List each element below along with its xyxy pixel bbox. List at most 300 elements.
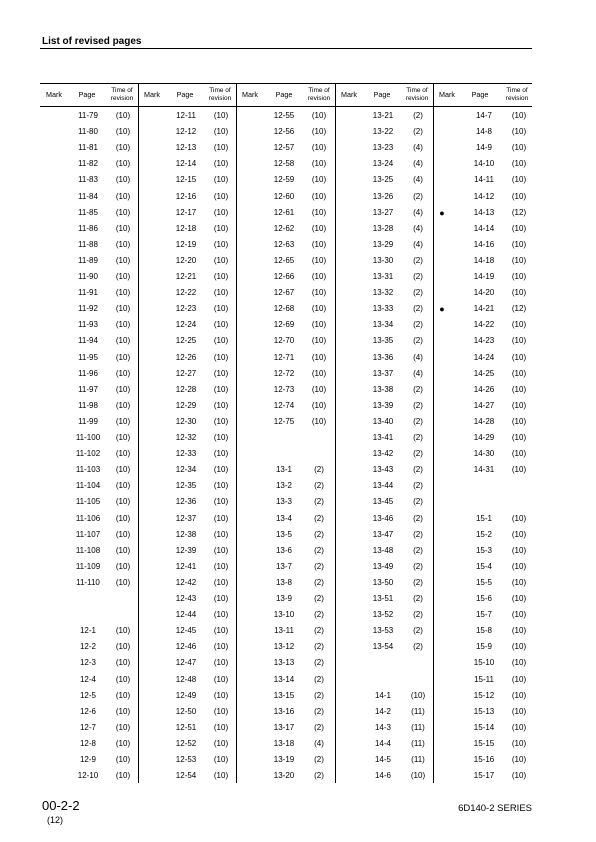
revision-cell: (10)	[115, 272, 131, 281]
page-cell: 12-17	[175, 207, 197, 217]
page-cell: 12-34	[175, 465, 197, 475]
page-cell: 15-10	[473, 658, 495, 668]
page-cell: 14-29	[473, 433, 495, 442]
table-row	[40, 270, 138, 284]
table-row	[40, 721, 138, 735]
page-cell: 12-66	[273, 272, 295, 281]
revision-cell: (2)	[413, 497, 423, 507]
page-cell: 12-28	[175, 384, 197, 394]
page-cell: 11-94	[78, 336, 98, 346]
revision-cell: (4)	[413, 223, 423, 233]
revision-cell: (10)	[115, 143, 131, 153]
column-divider	[433, 83, 434, 783]
page-cell: 13-23	[372, 143, 394, 153]
revision-cell: (10)	[511, 384, 527, 394]
page-cell: 11-93	[78, 320, 98, 330]
revision-cell: (10)	[213, 191, 229, 201]
revision-cell: (2)	[314, 626, 324, 636]
revision-cell: (10)	[511, 755, 527, 764]
table-row	[436, 705, 534, 719]
page-cell: 12-29	[175, 400, 197, 410]
table-row	[436, 624, 534, 638]
revision-cell: (10)	[311, 368, 327, 378]
revision-column-1	[40, 109, 138, 789]
table-row	[138, 463, 236, 477]
page-cell: 13-10	[273, 610, 295, 620]
page-cell: 13-24	[372, 159, 394, 169]
table-row	[236, 624, 334, 638]
revision-cell: (10)	[213, 690, 229, 700]
page-cell: 11-105	[75, 497, 101, 507]
revision-cell: (2)	[314, 561, 324, 571]
header-mark: Mark	[341, 89, 357, 99]
table-row	[436, 640, 534, 654]
table-row	[40, 351, 138, 365]
revision-cell: (10)	[213, 594, 229, 603]
revision-cell: (10)	[511, 400, 527, 410]
revision-cell: (11)	[411, 722, 425, 732]
revision-cell: (10)	[115, 223, 131, 233]
page-cell: 13-20	[273, 771, 295, 781]
revision-cell: (10)	[115, 255, 131, 265]
revision-cell: (2)	[413, 642, 423, 652]
revision-cell: (10)	[213, 706, 229, 716]
revision-cell: (10)	[213, 465, 229, 475]
page-cell: 11-104	[75, 481, 101, 491]
page-cell: 14-23	[473, 336, 495, 346]
table-row	[436, 238, 534, 252]
revision-cell: (10)	[213, 658, 229, 668]
revision-cell: (10)	[311, 239, 327, 249]
page-cell: 12-25	[175, 336, 197, 346]
table-row	[40, 656, 138, 670]
revision-cell: (10)	[115, 239, 131, 249]
table-row	[138, 560, 236, 574]
table-row	[436, 302, 534, 316]
page-cell: 13-16	[273, 706, 295, 716]
page-cell: 13-50	[372, 577, 394, 587]
header-mark: Mark	[46, 89, 62, 99]
table-row	[138, 721, 236, 735]
revision-cell: (12)	[511, 207, 527, 217]
page-cell: 13-28	[372, 223, 394, 233]
header-revision: Time of revision	[307, 87, 331, 102]
table-row	[436, 270, 534, 284]
page-cell: 13-44	[372, 481, 394, 491]
page-cell: 14-2	[374, 706, 391, 716]
page-cell: 14-19	[473, 272, 495, 281]
table-row	[40, 753, 138, 767]
revision-cell: (10)	[213, 320, 229, 330]
revision-cell: (10)	[511, 288, 527, 298]
page-cell: 11-102	[75, 449, 101, 459]
revision-cell: (2)	[413, 288, 423, 298]
table-row	[40, 431, 138, 445]
page-cell: 13-14	[273, 674, 295, 684]
revision-cell: (2)	[413, 577, 423, 587]
header-page: Page	[471, 89, 489, 99]
table-row	[335, 753, 433, 767]
revision-cell: (2)	[314, 529, 324, 539]
page-cell: 11-97	[78, 384, 98, 394]
revision-cell: (10)	[115, 577, 131, 587]
table-row	[236, 431, 334, 445]
page-cell: 13-34	[372, 320, 394, 330]
page-cell: 15-3	[475, 545, 492, 555]
table-row	[40, 222, 138, 236]
page-cell: 13-32	[372, 288, 394, 298]
page-cell: 13-19	[273, 755, 295, 764]
table-row	[138, 238, 236, 252]
page-cell: 12-75	[273, 416, 295, 426]
table-row	[40, 447, 138, 461]
page-cell: 11-99	[78, 416, 98, 426]
page-cell: 11-96	[78, 368, 98, 378]
table-row	[436, 173, 534, 187]
revision-cell: (10)	[213, 143, 229, 153]
page-cell: 13-37	[372, 368, 394, 378]
table-row	[236, 544, 334, 558]
page-cell: 14-22	[473, 320, 495, 330]
revision-cell: (10)	[115, 288, 131, 298]
table-row	[335, 495, 433, 509]
page-cell: 12-74	[273, 400, 295, 410]
table-row	[236, 286, 334, 300]
revision-cell: (2)	[413, 416, 423, 426]
revision-cell: (10)	[410, 771, 426, 781]
revision-cell: (10)	[115, 465, 131, 475]
page-cell: 12-14	[175, 159, 197, 169]
revision-cell: (11)	[411, 755, 425, 764]
table-row	[236, 415, 334, 429]
revision-cell: (10)	[213, 674, 229, 684]
revision-cell: (10)	[511, 642, 527, 652]
revision-cell: (10)	[511, 706, 527, 716]
table-row	[138, 447, 236, 461]
table-row	[138, 656, 236, 670]
table-row	[236, 608, 334, 622]
page-cell: 13-41	[372, 433, 394, 442]
page-cell: 12-50	[175, 706, 197, 716]
page-title: List of revised pages	[42, 36, 142, 47]
table-row	[40, 495, 138, 509]
table-row	[138, 302, 236, 316]
page-cell: 14-9	[475, 143, 492, 153]
revision-cell: (10)	[511, 690, 527, 700]
table-row	[40, 367, 138, 381]
page-cell: 15-16	[473, 755, 495, 764]
page-cell: 13-2	[275, 481, 292, 491]
table-row	[40, 624, 138, 638]
revision-cell: (10)	[511, 626, 527, 636]
revision-cell: (10)	[511, 529, 527, 539]
table-row	[236, 190, 334, 204]
revision-cell: (10)	[213, 223, 229, 233]
page-cell: 12-68	[273, 304, 295, 314]
table-row	[40, 689, 138, 703]
table-row	[40, 544, 138, 558]
revision-cell: (2)	[413, 191, 423, 201]
revision-cell: (2)	[413, 336, 423, 346]
revision-cell: (10)	[115, 658, 131, 668]
revision-cell: (4)	[413, 207, 423, 217]
revision-cell: (10)	[511, 674, 527, 684]
revision-cell: (10)	[213, 449, 229, 459]
table-row	[335, 415, 433, 429]
table-row	[236, 334, 334, 348]
table-row	[436, 141, 534, 155]
page-cell: 12-46	[175, 642, 197, 652]
page-cell: 15-15	[473, 738, 495, 748]
revision-cell: (10)	[511, 239, 527, 249]
table-row	[138, 157, 236, 171]
table-row	[138, 689, 236, 703]
page-cell: 13-29	[372, 239, 394, 249]
page-cell: 12-52	[175, 738, 197, 748]
revision-cell: (2)	[314, 755, 324, 764]
page-cell: 11-79	[78, 111, 98, 120]
header-page: Page	[176, 89, 194, 99]
revision-cell: (10)	[213, 127, 229, 137]
revision-cell: (10)	[511, 127, 527, 137]
table-row	[138, 254, 236, 268]
table-row	[138, 383, 236, 397]
table-row	[335, 157, 433, 171]
page-cell: 12-49	[175, 690, 197, 700]
page-cell: 13-46	[372, 513, 394, 523]
page-cell: 13-3	[275, 497, 292, 507]
table-row	[40, 592, 138, 606]
revision-cell: (11)	[411, 738, 425, 748]
table-row	[436, 689, 534, 703]
revision-cell: (10)	[511, 159, 527, 169]
revision-cell: (10)	[115, 690, 131, 700]
revision-cell: (10)	[311, 175, 327, 185]
revision-cell: (10)	[511, 433, 527, 442]
page-cell: 14-25	[473, 368, 495, 378]
revision-cell: (10)	[115, 738, 131, 748]
revision-cell: (10)	[511, 465, 527, 475]
revision-cell: (10)	[115, 771, 131, 781]
page-cell: 14-8	[475, 127, 492, 137]
table-row	[436, 753, 534, 767]
page-cell: 13-47	[372, 529, 394, 539]
page-cell: 13-31	[372, 272, 394, 281]
revision-cell: (2)	[314, 481, 324, 491]
table-row	[236, 463, 334, 477]
page-cell: 13-5	[275, 529, 292, 539]
revision-cell: (10)	[115, 529, 131, 539]
page-cell: 15-11	[474, 674, 494, 684]
table-row	[436, 495, 534, 509]
table-row	[236, 560, 334, 574]
table-row	[138, 705, 236, 719]
header-mark: Mark	[242, 89, 258, 99]
table-row	[436, 463, 534, 477]
revision-cell: (10)	[511, 513, 527, 523]
table-row	[436, 109, 534, 123]
page-cell: 12-55	[273, 111, 295, 120]
revision-cell: (2)	[413, 561, 423, 571]
revision-cell: (10)	[511, 111, 527, 120]
page-cell: 13-13	[273, 658, 295, 668]
table-row	[236, 689, 334, 703]
revision-cell: (10)	[311, 272, 327, 281]
table-row	[40, 479, 138, 493]
table-row	[436, 512, 534, 526]
revision-column-5	[436, 109, 534, 789]
table-row	[436, 383, 534, 397]
page-cell: 15-14	[473, 722, 495, 732]
page-cell: 12-6	[79, 706, 96, 716]
table-row	[138, 109, 236, 123]
table-row	[138, 769, 236, 783]
revision-cell: (10)	[115, 352, 131, 362]
revision-cell: (10)	[115, 175, 131, 185]
page-cell: 14-16	[473, 239, 495, 249]
page-cell: 14-12	[473, 191, 495, 201]
revision-cell: (10)	[115, 497, 131, 507]
table-row	[436, 528, 534, 542]
revision-cell: (10)	[213, 481, 229, 491]
table-row	[138, 528, 236, 542]
page-cell: 13-39	[372, 400, 394, 410]
table-row	[335, 334, 433, 348]
table-row	[436, 544, 534, 558]
table-row	[335, 254, 433, 268]
page-cell: 12-36	[175, 497, 197, 507]
page-cell: 12-65	[273, 255, 295, 265]
page-cell: 13-22	[372, 127, 394, 137]
page-cell: 14-30	[473, 449, 495, 459]
revision-cell: (2)	[314, 690, 324, 700]
page-cell: 14-11	[474, 175, 494, 185]
table-row	[236, 254, 334, 268]
table-row	[436, 673, 534, 687]
header-mark: Mark	[439, 89, 455, 99]
revision-cell: (10)	[115, 433, 131, 442]
revision-cell: (10)	[213, 610, 229, 620]
page-cell: 14-27	[473, 400, 495, 410]
revision-cell: (10)	[213, 111, 229, 120]
table-row	[335, 222, 433, 236]
revision-cell: (2)	[413, 111, 423, 120]
revision-cell: (10)	[511, 610, 527, 620]
table-row	[138, 351, 236, 365]
page-cell: 11-108	[75, 545, 101, 555]
table-row	[236, 270, 334, 284]
page-cell: 13-43	[372, 465, 394, 475]
table-row	[138, 512, 236, 526]
page-cell: 11-81	[78, 143, 98, 153]
table-row	[335, 560, 433, 574]
table-row	[436, 399, 534, 413]
page-cell: 13-18	[273, 738, 295, 748]
page-cell: 11-95	[78, 352, 98, 362]
table-row	[138, 173, 236, 187]
revision-cell: (10)	[115, 304, 131, 314]
page-cell: 13-45	[372, 497, 394, 507]
table-row	[335, 673, 433, 687]
revision-mark: ●	[439, 207, 445, 218]
page-cell: 12-1	[79, 626, 96, 636]
table-row	[236, 640, 334, 654]
revision-cell: (10)	[213, 159, 229, 169]
revision-cell: (10)	[511, 722, 527, 732]
page-cell: 15-8	[475, 626, 492, 636]
table-row	[40, 512, 138, 526]
page-cell: 11-109	[75, 561, 101, 571]
page-cell: 11-91	[78, 288, 98, 298]
table-row	[236, 705, 334, 719]
table-row	[138, 286, 236, 300]
table-row	[335, 383, 433, 397]
revision-cell: (10)	[511, 771, 527, 781]
page-cell: 14-18	[473, 255, 495, 265]
page-cell: 12-16	[175, 191, 197, 201]
page-cell: 14-5	[374, 755, 391, 764]
header-page: Page	[373, 89, 391, 99]
revision-cell: (10)	[213, 352, 229, 362]
header-revision: Time of revision	[405, 87, 429, 102]
table-row	[138, 399, 236, 413]
page-cell: 13-36	[372, 352, 394, 362]
table-row	[436, 479, 534, 493]
table-row	[436, 415, 534, 429]
revision-cell: (2)	[314, 706, 324, 716]
page-cell: 14-26	[473, 384, 495, 394]
page-cell: 12-56	[273, 127, 295, 137]
table-row	[40, 769, 138, 783]
revision-cell: (10)	[115, 191, 131, 201]
table-row	[236, 383, 334, 397]
page-cell: 12-61	[273, 207, 295, 217]
revision-cell: (10)	[311, 320, 327, 330]
table-row	[436, 254, 534, 268]
header-revision: Time of revision	[208, 87, 232, 102]
table-row	[236, 367, 334, 381]
page-cell: 12-60	[273, 191, 295, 201]
table-row	[335, 479, 433, 493]
page-cell: 13-33	[372, 304, 394, 314]
page-cell: 12-4	[79, 674, 96, 684]
table-row	[138, 592, 236, 606]
revision-cell: (2)	[413, 255, 423, 265]
page-cell: 12-37	[175, 513, 197, 523]
table-row	[236, 769, 334, 783]
revision-cell: (10)	[511, 368, 527, 378]
table-row	[335, 512, 433, 526]
page-cell: 14-13	[473, 207, 495, 217]
page-cell: 15-12	[473, 690, 495, 700]
revision-cell: (10)	[115, 320, 131, 330]
page-cell: 12-44	[175, 610, 197, 620]
table-row	[236, 528, 334, 542]
page-cell: 12-33	[175, 449, 197, 459]
page-cell: 11-110	[76, 577, 100, 587]
table-row	[335, 528, 433, 542]
page-cell: 14-24	[473, 352, 495, 362]
revision-cell: (10)	[115, 384, 131, 394]
revision-cell: (10)	[511, 336, 527, 346]
table-row	[40, 705, 138, 719]
revision-cell: (10)	[311, 336, 327, 346]
revision-cell: (2)	[314, 771, 324, 781]
revision-cell: (2)	[413, 465, 423, 475]
table-row	[335, 173, 433, 187]
table-header-rule	[40, 106, 532, 107]
page-cell: 11-98	[78, 400, 98, 410]
